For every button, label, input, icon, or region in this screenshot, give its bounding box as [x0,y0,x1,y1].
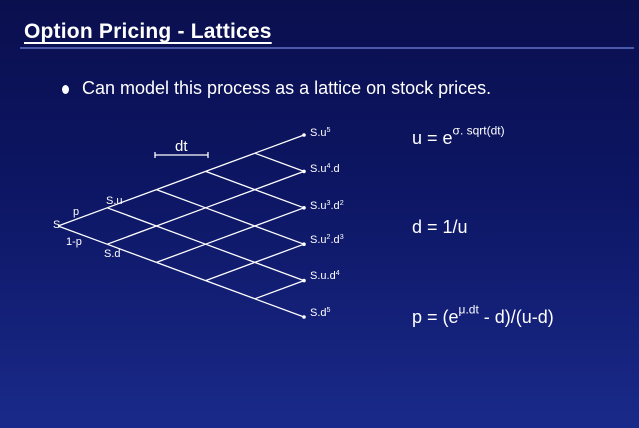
terminal-node-sud4: $S.u.d^4$ [310,269,340,282]
formula-p: $p = (e^{\mu.dt} - d)/(u-d)$ [412,302,554,327]
lattice-branch [255,244,304,262]
lattice-branch [206,244,255,262]
lattice-branch [58,208,107,226]
lattice-branch [255,281,304,299]
root-node-label: S [53,219,61,231]
terminal-node-dot [302,133,306,137]
slide-title: Option Pricing - Lattices [24,20,272,43]
bullet-text: Can model this process as a lattice on stock prices. [82,78,492,98]
lattice-branch [206,208,255,226]
up-probability-label: p [73,206,80,218]
lattice-branch [156,262,205,280]
terminal-node-dot [302,206,306,210]
terminal-node-dot [302,170,306,174]
lattice-branch [255,299,304,317]
formula-d: d = 1/u [412,217,468,237]
lattice-branch [156,244,205,262]
lattice-branch [255,190,304,208]
lattice-branch [255,153,304,171]
terminal-node-su5: $S.u^5$ [310,126,331,139]
down-probability-label: 1-p [66,236,82,248]
terminal-node-dot [302,242,306,246]
terminal-node-sd5: $S.d^5$ [310,306,331,319]
terminal-node-su2d3: $S.u^2.d^3$ [310,233,344,246]
lattice-branch [255,226,304,244]
terminal-node-dot [302,315,306,319]
lattice-branch [156,226,205,244]
dt-label: dt [175,138,188,155]
lattice-branch [255,208,304,226]
lattice-branch [206,190,255,208]
lattice-branch [255,135,304,153]
su-node-label: S.u [106,195,123,207]
lattice-branch [156,190,205,208]
terminal-node-su3d2: $S.u^3.d^2$ [310,199,344,212]
lattice-branch [156,171,205,189]
terminal-node-su4d: $S.u^4.d$ [310,162,340,175]
lattice-branch [206,226,255,244]
lattice-branch [206,281,255,299]
lattice-branch [255,262,304,280]
lattice-branch [107,208,156,226]
lattice-branch [206,262,255,280]
lattice-branch [156,208,205,226]
sd-node-label: S.d [104,248,121,260]
lattice-branch [206,171,255,189]
terminal-node-dot [302,279,306,283]
lattice-branch [255,171,304,189]
lattice-branch [206,153,255,171]
lattice-branch [107,226,156,244]
formula-u: $u = e^{\sigma. sqrt(dt)}$ [412,123,505,148]
